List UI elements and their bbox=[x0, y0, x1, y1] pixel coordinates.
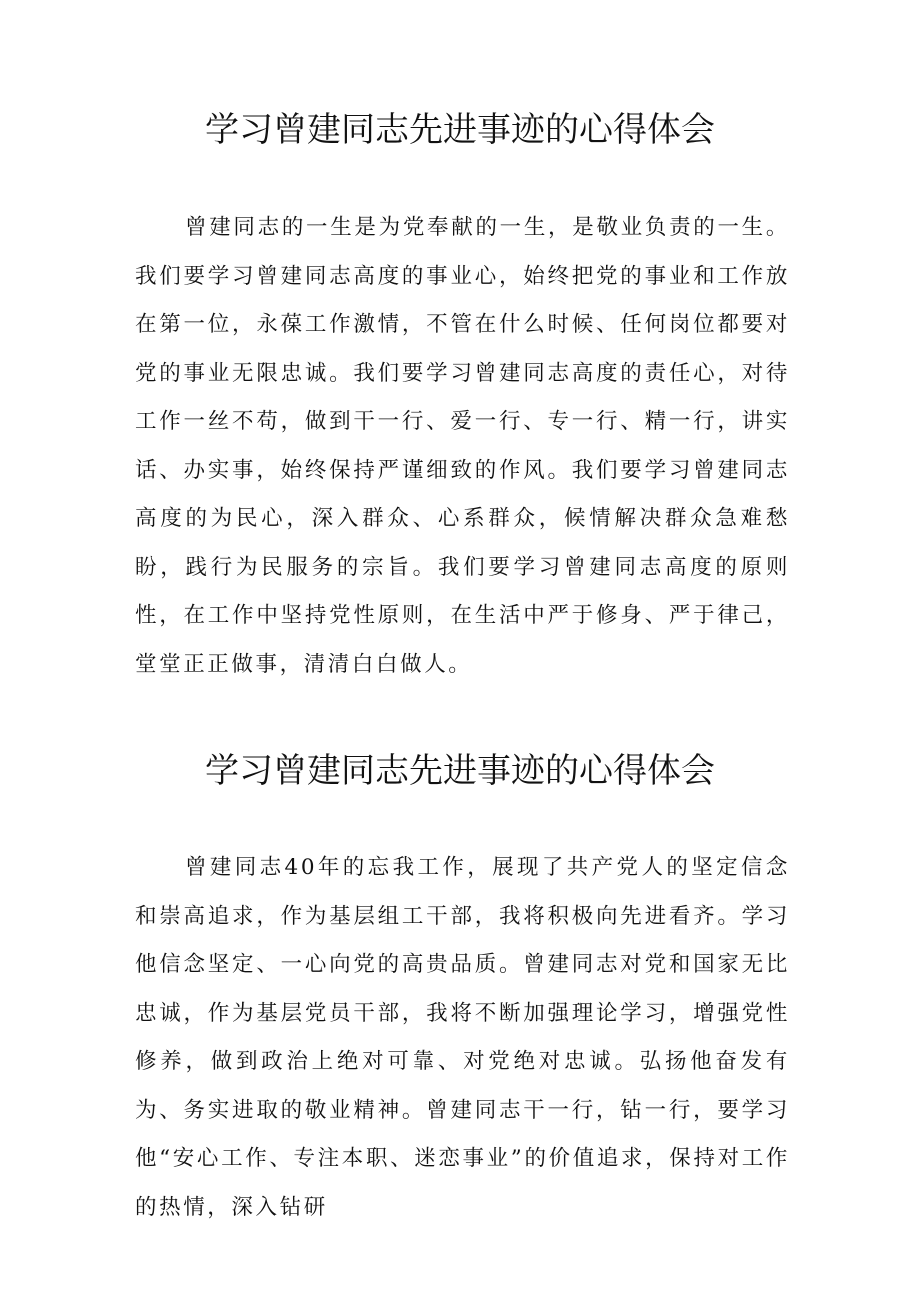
section-title: 学习曾建同志先进事迹的心得体会 bbox=[205, 110, 715, 150]
section-title: 学习曾建同志先进事迹的心得体会 bbox=[205, 751, 715, 791]
body-paragraph: 曾建同志40年的忘我工作，展现了共产党人的坚定信念和崇高追求，作为基层组工干部，我将积极向先进看齐。学习他信念坚定、一心向党的高贵品质。曾建同志对党和国家无比忠诚，作为基层党员干部，我将不断加强理论学习，增强党性修养，做到政治上绝对可靠、对党绝对忠诚。弘扬他奋发有为、务实进取的敬业精神。曾建同志干一行，钻一行，要学习他“安心工作、专注本职、迷恋事业”的价值追求，保持对工作的热情，深入钻研 bbox=[135, 855, 790, 1220]
body-paragraph: 曾建同志的一生是为党奉献的一生，是敬业负责的一生。我们要学习曾建同志高度的事业心，始终把党的事业和工作放在第一位，永葆工作激情，不管在什么时候、任何岗位都要对党的事业无限忠诚。我们要学习曾建同志高度的责任心，对待工作一丝不苟，做到干一行、爱一行、专一行、精一行，讲实话、办实事，始终保持严谨细致的作风。我们要学习曾建同志高度的为民心，深入群众、心系群众，候情解决群众急难愁盼，践行为民服务的宗旨。我们要学习曾建同志高度的原则性，在工作中坚持党性原则，在生活中严于修身、严于律己，堂堂正正做事，清清白白做人。 bbox=[135, 215, 790, 677]
